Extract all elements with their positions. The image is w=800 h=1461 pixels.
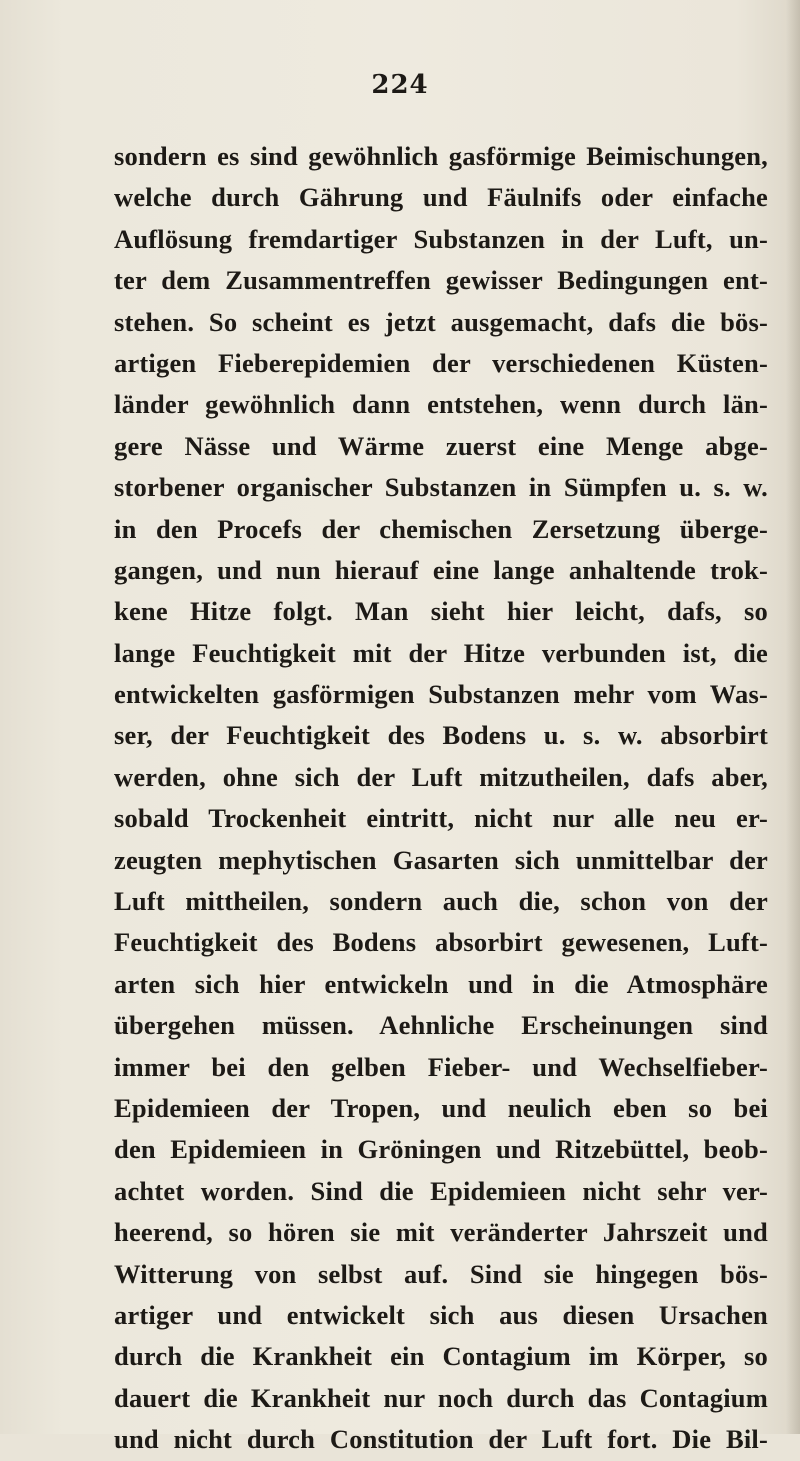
text-line: entwickelten gasförmigen Substanzen mehr vom Was- [114, 679, 768, 710]
text-line: immer bei den gelben Fieber- und Wechselfieber- [114, 1051, 768, 1082]
text-line: übergehen müssen. Aehnliche Erscheinungen sind [114, 1010, 768, 1041]
text-line: Epidemieen der Tropen, und neulich eben so bei [114, 1092, 768, 1123]
text-line: zeugten mephytischen Gasarten sich unmittelbar der [114, 844, 768, 875]
text-line: artiger und entwickelt sich aus diesen Ursachen [114, 1299, 768, 1330]
text-line: gangen, und nun hierauf eine lange anhaltende trok- [114, 554, 768, 585]
text-line: dauert die Krankheit nur noch durch das Contagium [114, 1382, 768, 1413]
text-line: ter dem Zusammentreffen gewisser Bedingungen ent- [114, 265, 768, 296]
text-line: Feuchtigkeit des Bodens absorbirt gewesenen, Luft- [114, 927, 768, 958]
text-line: ser, der Feuchtigkeit des Bodens u. s. w. absorbirt [114, 720, 768, 751]
text-line: in den Procefs der chemischen Zersetzung überge- [114, 513, 768, 544]
text-line: Luft mittheilen, sondern auch die, schon von der [114, 886, 768, 917]
text-line: stehen. So scheint es jetzt ausgemacht, dafs die bös- [114, 306, 768, 337]
text-line: länder gewöhnlich dann entstehen, wenn durch län- [114, 389, 768, 420]
text-line: arten sich hier entwickeln und in die Atmosphäre [114, 968, 768, 999]
text-line: artigen Fieberepidemien der verschiedenen Küsten- [114, 347, 768, 378]
text-line: kene Hitze folgt. Man sieht hier leicht, dafs, so [114, 596, 768, 627]
text-line: gere Nässe und Wärme zuerst eine Menge abge- [114, 430, 768, 461]
text-line: und nicht durch Constitution der Luft fort. Die Bil- [114, 1424, 768, 1455]
text-line: Witterung von selbst auf. Sind sie hingegen bös- [114, 1258, 768, 1289]
page-number: 224 [371, 70, 429, 100]
text-line: werden, ohne sich der Luft mitzutheilen, dafs aber, [114, 761, 768, 792]
text-line: sondern es sind gewöhnlich gasförmige Beimischungen, [114, 141, 768, 171]
text-line: lange Feuchtigkeit mit der Hitze verbunden ist, die [114, 637, 768, 668]
text-line: heerend, so hören sie mit veränderter Jahrszeit und [114, 1217, 768, 1248]
body-text [114, 136, 768, 1461]
text-line: storbener organischer Substanzen in Sümpfen u. s. w. [114, 472, 768, 503]
text-line: den Epidemieen in Gröningen und Ritzebüttel, beob- [114, 1134, 768, 1165]
text-line: welche durch Gährung und Fäulnifs oder einfache [114, 182, 768, 213]
text-line: durch die Krankheit ein Contagium im Körper, so [114, 1341, 768, 1372]
page-edge-shadow [786, 0, 800, 1434]
text-line: Auflösung fremdartiger Substanzen in der Luft, un- [114, 223, 768, 254]
text-line: achtet worden. Sind die Epidemieen nicht sehr ver- [114, 1175, 768, 1206]
text-line: sobald Trockenheit eintritt, nicht nur alle neu er- [114, 803, 768, 834]
